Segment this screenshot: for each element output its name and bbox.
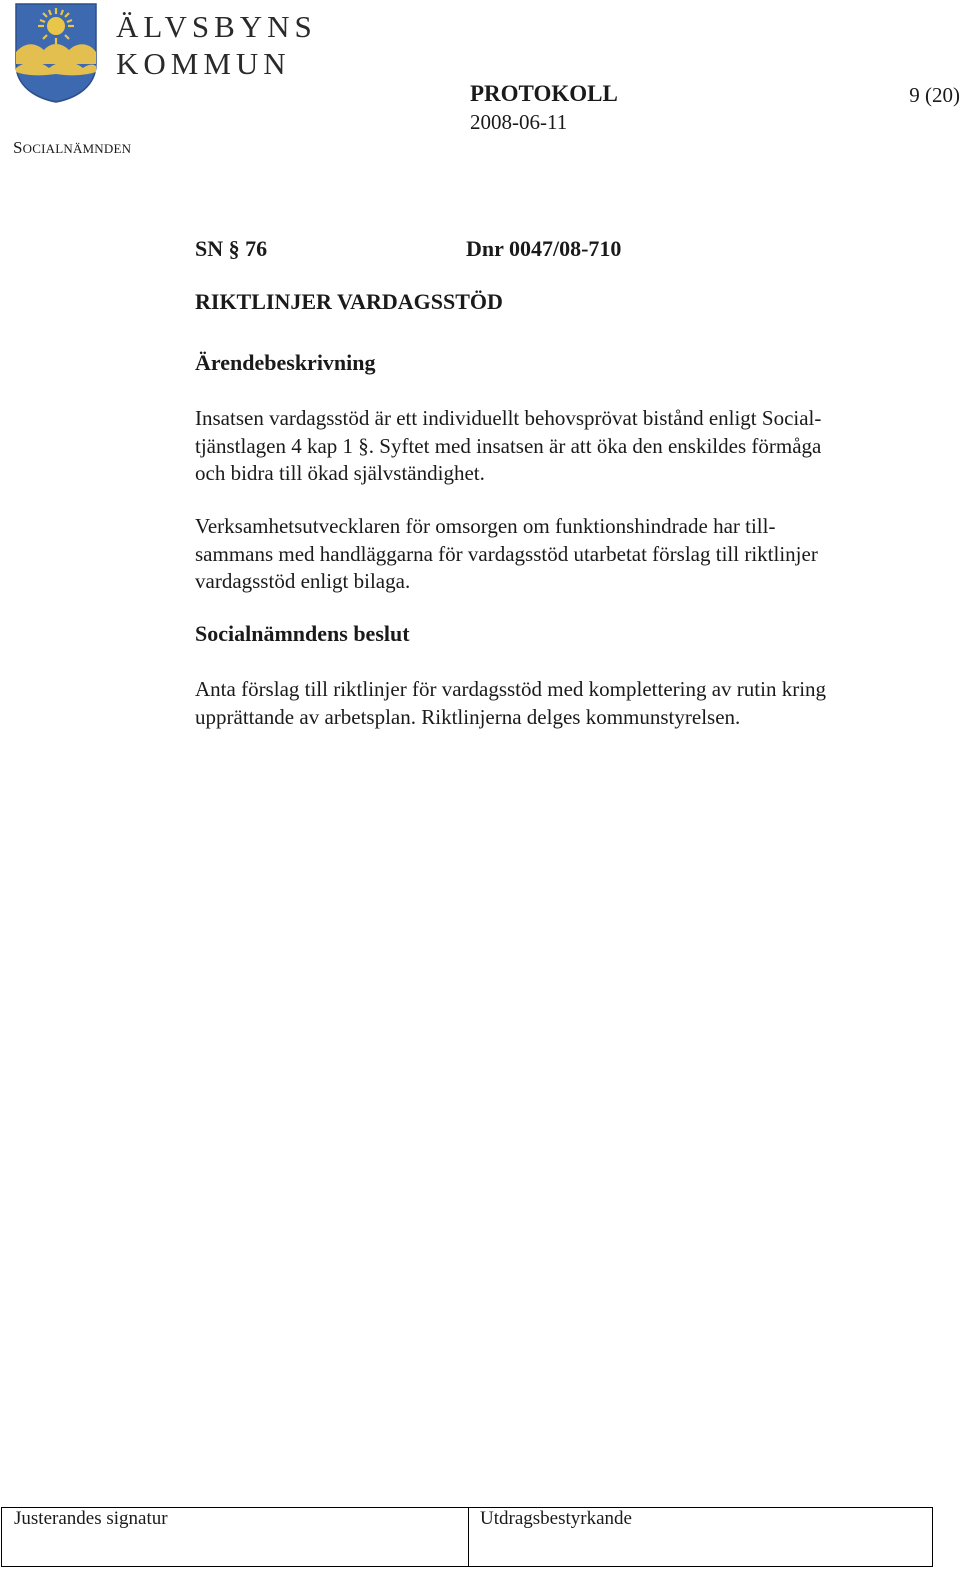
waves-icon [16,44,96,75]
signature-table [1,1507,933,1567]
document-type: PROTOKOLL [470,81,618,106]
decision-paragraph [195,676,895,731]
paragraph-line: Anta förslag till riktlinjer för vardagsstöd med komplettering av rutin kring [195,677,827,701]
department-name-initial: S [13,138,23,157]
signature-label: Justerandes signatur [14,1508,168,1529]
paragraph-line: Verksamhetsutvecklaren för omsorgen om funktionshindrade har till- [195,514,776,538]
certification-label: Utdragsbestyrkande [480,1508,632,1529]
paragraph-line: sammans med handläggarna för vardagsstöd utarbetat förslag till riktlinjer [195,541,818,566]
paragraph-line: upprättande av arbetsplan. Riktlinjerna delges kommunstyrelsen. [195,704,741,729]
municipality-name-line1: ÄLVSBYNS [116,9,317,44]
department-name [13,138,131,158]
paragraph-line: tjänstlagen 4 kap 1 §. Syftet med insatsen är att öka den enskildes förmåga [195,433,822,458]
coat-of-arms-logo [13,2,99,103]
decision-heading: Socialnämndens beslut [195,621,410,646]
diary-number: Dnr 0047/08-710 [466,236,622,261]
paragraph-line: vardagsstöd enligt bilaga. [195,569,411,593]
description-heading: Ärendebeskrivning [195,350,376,375]
paragraph-line: Insatsen vardagsstöd är ett individuellt behovsprövat bistånd enligt Social- [195,406,822,430]
description-paragraph-2 [195,513,895,596]
municipality-name-line2: KOMMUN [116,46,291,81]
document-date: 2008-06-11 [470,110,568,134]
table-divider [468,1508,469,1566]
page-number: 9 (20) [909,83,960,107]
case-number: SN § 76 [195,236,268,261]
description-paragraph-1 [195,405,895,488]
case-title: RIKTLINJER VARDAGSSTÖD [195,289,503,314]
sun-icon [38,8,74,44]
municipality-name [116,8,317,82]
paragraph-line: och bidra till ökad självständighet. [195,461,485,485]
department-name-rest: OCIALNÄMNDEN [22,141,132,156]
